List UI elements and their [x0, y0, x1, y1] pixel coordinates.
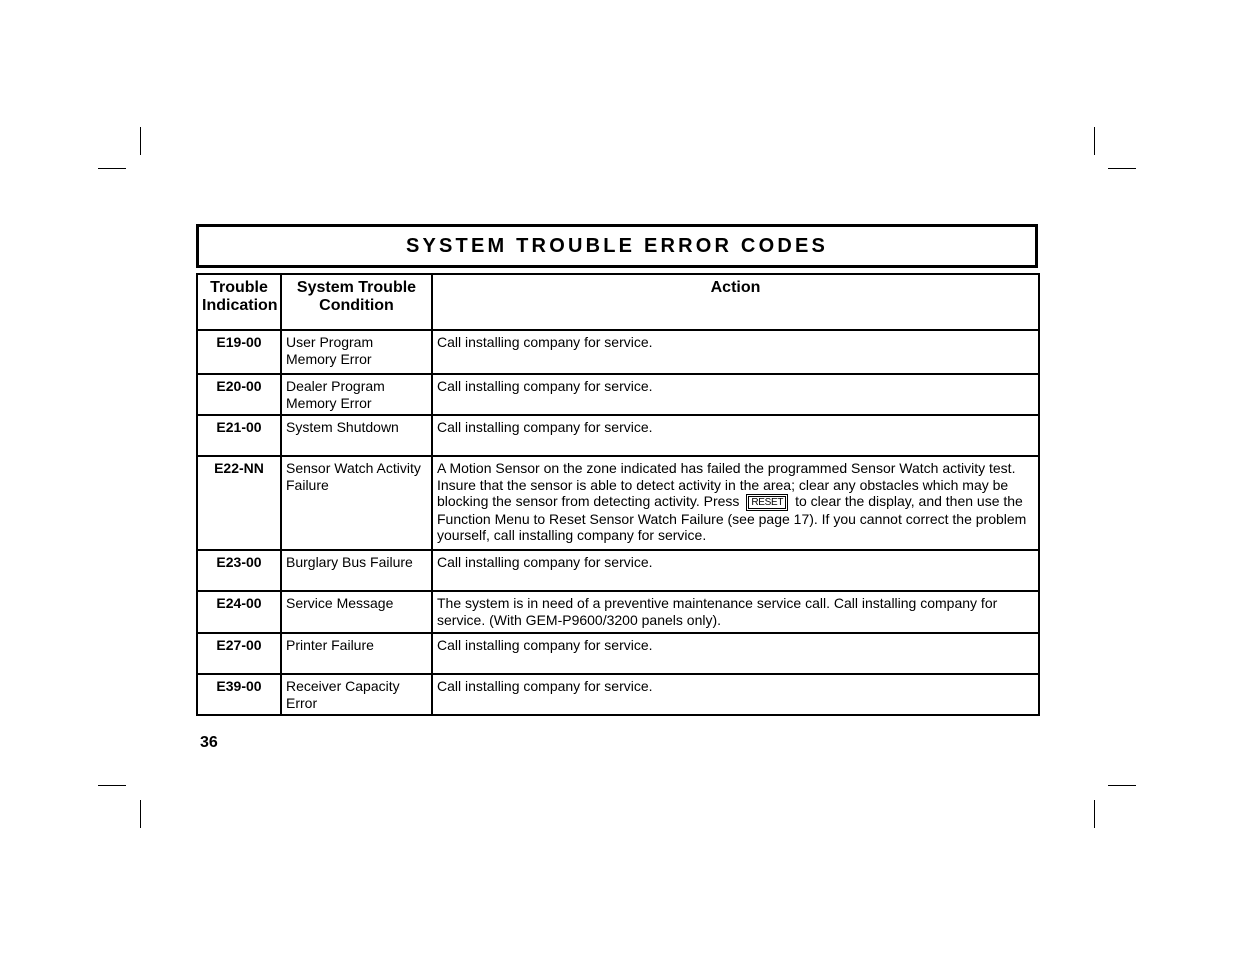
table-row: [197, 374, 1039, 415]
crop-mark: [1108, 785, 1136, 786]
table-row: [197, 415, 1039, 456]
error-code: E21-00: [197, 415, 281, 456]
table-row: [197, 456, 1039, 550]
table-header-row: [197, 274, 1039, 330]
crop-mark: [1094, 127, 1095, 155]
action-text: Call installing company for service.: [432, 674, 1039, 715]
page-title-box: [196, 224, 1038, 268]
error-code: E39-00: [197, 674, 281, 715]
trouble-condition: Service Message: [281, 591, 432, 633]
crop-mark: [140, 800, 141, 828]
table-row: [197, 633, 1039, 674]
header-system-trouble-condition: System Trouble Condition: [281, 274, 432, 330]
error-code: E24-00: [197, 591, 281, 633]
header-trouble-indication: Trouble Indication: [197, 274, 281, 330]
page-number: 36: [200, 734, 218, 751]
error-code: E22-NN: [197, 456, 281, 550]
table-row: [197, 330, 1039, 374]
action-text-part: A Motion Sensor on the zone indicated has failed the programmed Sensor Watch activity test. Insure that the sensor is able to detect activity in the area; clear any obstacles which may be blocking the sensor from detecting activity. Press: [437, 460, 1016, 509]
error-code: E27-00: [197, 633, 281, 674]
crop-mark: [1094, 800, 1095, 828]
trouble-condition: Dealer Program Memory Error: [281, 374, 432, 415]
action-text: Call installing company for service.: [432, 550, 1039, 591]
header-action: Action: [432, 274, 1039, 330]
trouble-condition: System Shutdown: [281, 415, 432, 456]
error-code: E23-00: [197, 550, 281, 591]
action-text: Call installing company for service.: [432, 633, 1039, 674]
table-row: [197, 550, 1039, 591]
crop-mark: [98, 785, 126, 786]
action-text: The system is in need of a preventive maintenance service call. Call installing company for service. (With GEM-P9600/3200 panels only).: [432, 591, 1039, 633]
table-row: [197, 674, 1039, 715]
crop-mark: [140, 127, 141, 155]
trouble-condition: Sensor Watch Activity Failure: [281, 456, 432, 550]
trouble-condition: Burglary Bus Failure: [281, 550, 432, 591]
action-text-part: to clear the display, and then use the Function Menu to Reset Sensor Watch Failure (see page 17). If you cannot correct the problem yourself, call installing company for service.: [437, 493, 1027, 544]
trouble-condition: Printer Failure: [281, 633, 432, 674]
action-text: Call installing company for service.: [432, 415, 1039, 456]
reset-key-label: RESET: [748, 496, 786, 509]
trouble-condition: Receiver Capacity Error: [281, 674, 432, 715]
reset-key-icon: [746, 494, 788, 511]
page-title: SYSTEM TROUBLE ERROR CODES: [405, 234, 829, 257]
table-row: [197, 591, 1039, 633]
trouble-condition: User Program Memory Error: [281, 330, 432, 374]
error-code: E20-00: [197, 374, 281, 415]
crop-mark: [98, 168, 126, 169]
action-text: Call installing company for service.: [432, 374, 1039, 415]
error-codes-table: [196, 273, 1040, 716]
action-text: [432, 456, 1039, 550]
action-text: Call installing company for service.: [432, 330, 1039, 374]
error-code: E19-00: [197, 330, 281, 374]
crop-mark: [1108, 168, 1136, 169]
